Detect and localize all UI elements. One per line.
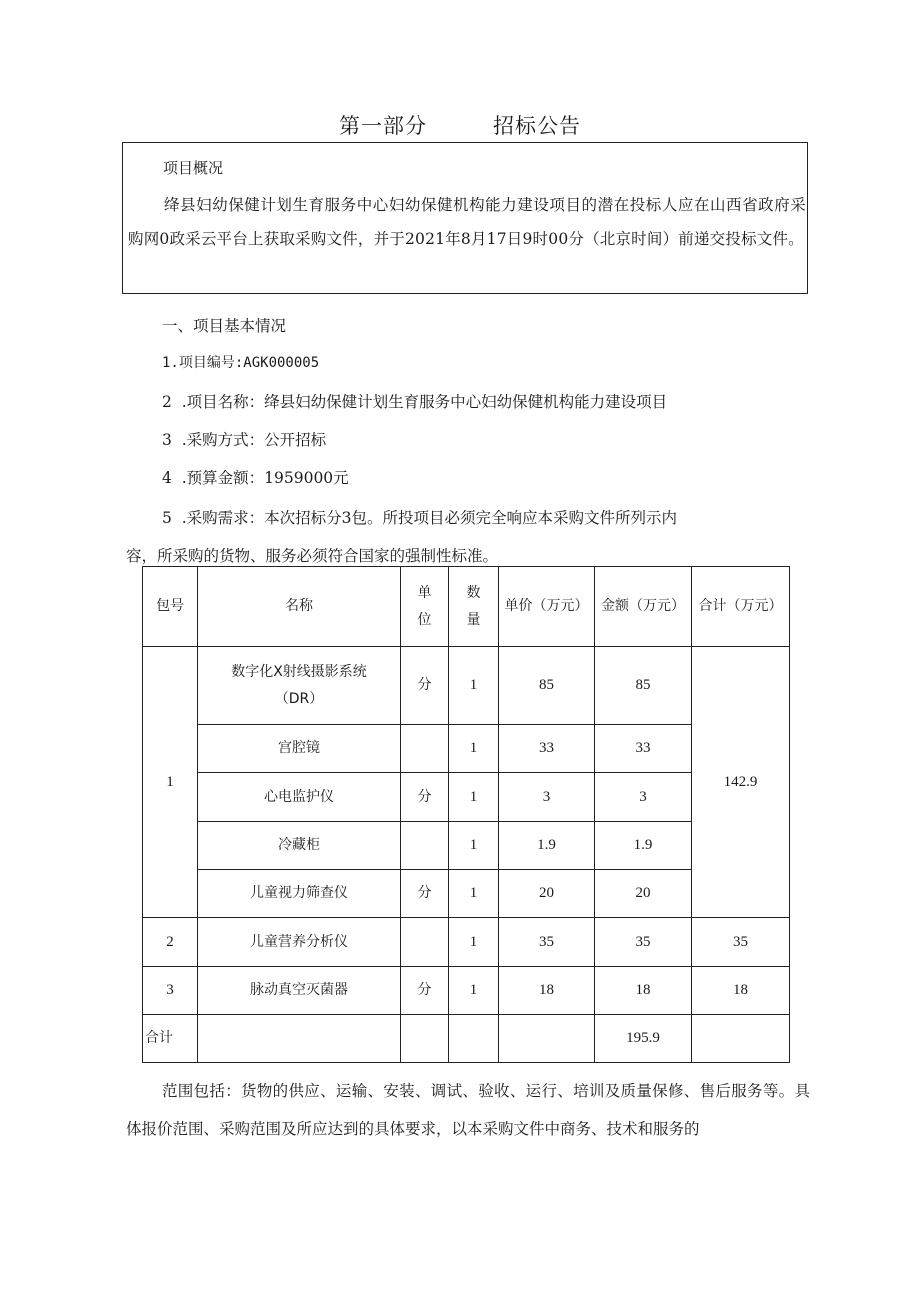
item-amount: 1.9 [595,822,692,870]
package-3-no: 3 [143,967,198,1015]
page-title [0,110,920,140]
item-unit: 分 [401,773,449,822]
header-unit: 单位 [401,567,449,647]
table-total-row [143,1015,790,1063]
item-qty: 1 [449,822,499,870]
project-number: 1.项目编号:AGK000005 [162,355,320,371]
item-qty: 1 [449,647,499,725]
budget-amount: 4 .预算金额：1959000元 [162,469,349,487]
item-name: 儿童营养分析仪 [198,918,401,967]
item-price: 35 [499,918,595,967]
item-amount: 18 [595,967,692,1015]
item-qty: 1 [449,773,499,822]
table-header-row [143,567,790,647]
basic-info-heading: 一、项目基本情况 [162,317,287,335]
item-qty: 1 [449,967,499,1015]
item-price: 1.9 [499,822,595,870]
header-unit-price: 单价（万元） [499,567,595,647]
item-amount: 3 [595,773,692,822]
package-3-subtotal: 18 [692,967,790,1015]
item-name: 冷藏柜 [198,822,401,870]
item-unit [401,918,449,967]
project-overview-box [122,142,808,294]
item-price: 3 [499,773,595,822]
item-amount: 35 [595,918,692,967]
section-part-label: 第一部分 [339,114,427,138]
item-price: 18 [499,967,595,1015]
item-unit [401,725,449,773]
item-name: 数字化X射线摄影系统（DR） [198,647,401,725]
header-amount: 金额（万元） [595,567,692,647]
total-amount: 195.9 [595,1015,692,1063]
item-amount: 85 [595,647,692,725]
package-1-no: 1 [143,647,198,918]
item-unit [401,822,449,870]
item-qty: 1 [449,870,499,918]
package-1-subtotal: 142.9 [692,647,790,918]
section-name-label: 招标公告 [493,114,581,138]
header-package-no: 包号 [143,567,198,647]
scope-paragraph: 范围包括：货物的供应、运输、安装、调试、验收、运行、培训及质量保修、售后服务等。具体报价范围、采购范围及所应达到的具体要求，以本采购文件中商务、技术和服务的 [126,1082,810,1138]
item-name: 脉动真空灭菌器 [198,967,401,1015]
header-name: 名称 [198,567,401,647]
item-unit: 分 [401,870,449,918]
procurement-requirement: 5 .采购需求：本次招标分3包。所投项目必须完全响应本采购文件所列示内 [162,509,678,527]
overview-body: 绛县妇幼保健计划生育服务中心妇幼保健机构能力建设项目的潜在投标人应在山西省政府采购网0政采云平台上获取采购文件，并于2021年8月17日9时00分（北京时间）前递交投标文件。 [128,196,806,248]
table-row [143,647,790,725]
item-qty: 1 [449,918,499,967]
project-name: 2 .项目名称：绛县妇幼保健计划生育服务中心妇幼保健机构能力建设项目 [162,393,668,411]
package-2-no: 2 [143,918,198,967]
item-qty: 1 [449,725,499,773]
table-row [143,967,790,1015]
item-name: 心电监护仪 [198,773,401,822]
total-label: 合计 [143,1015,198,1063]
item-price: 20 [499,870,595,918]
item-amount: 20 [595,870,692,918]
item-price: 33 [499,725,595,773]
procurement-requirement-cont: 容，所采购的货物、服务必须符合国家的强制性标准。 [126,547,499,565]
item-amount: 33 [595,725,692,773]
item-name: 宫腔镜 [198,725,401,773]
item-name: 儿童视力筛查仪 [198,870,401,918]
item-unit: 分 [401,967,449,1015]
package-2-subtotal: 35 [692,918,790,967]
item-unit: 分 [401,647,449,725]
header-subtotal: 合计（万元） [692,567,790,647]
table-row [143,918,790,967]
procurement-method: 3 .采购方式：公开招标 [162,431,327,449]
procurement-items-table [142,566,790,1063]
overview-heading: 项目概况 [163,159,224,177]
header-quantity: 数量 [449,567,499,647]
item-price: 85 [499,647,595,725]
